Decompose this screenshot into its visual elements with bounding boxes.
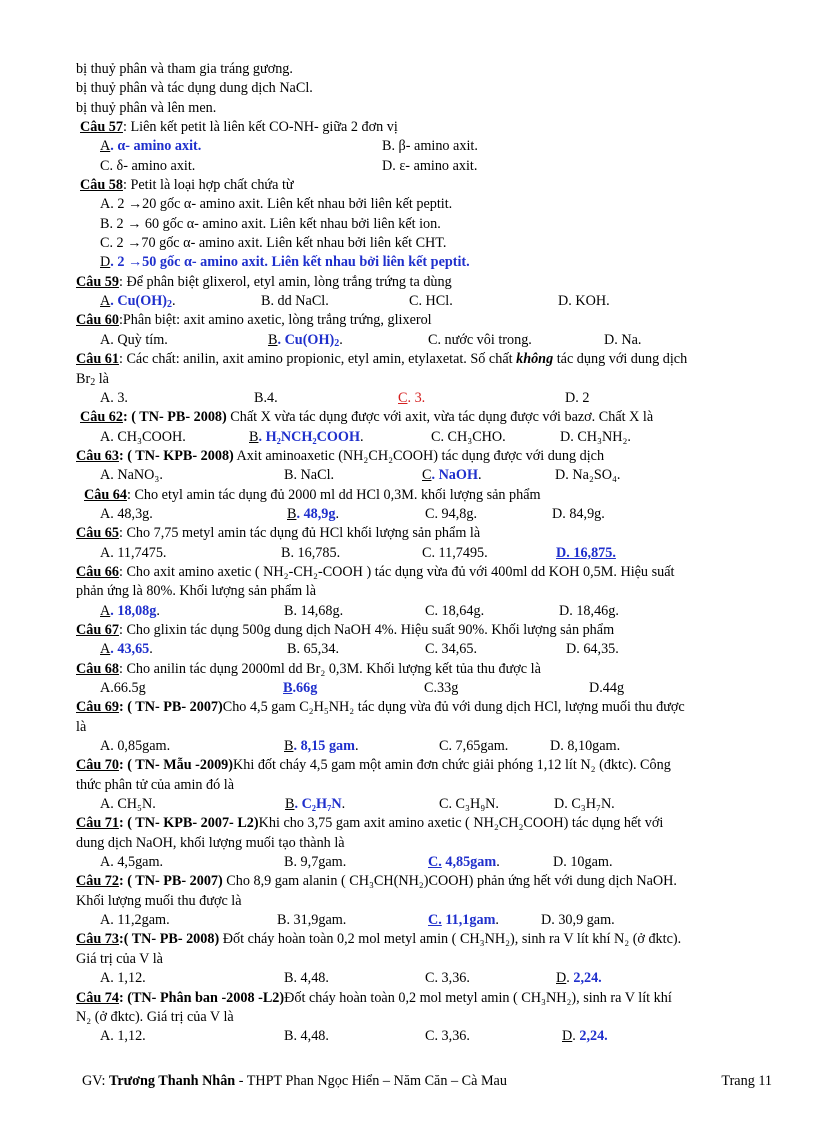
option-c: C. 7,65gam. bbox=[439, 738, 509, 755]
options-57-row2 bbox=[76, 157, 776, 176]
option-d: D. 10gam. bbox=[553, 854, 613, 871]
option-a: A. 2 →20 gốc α- amino axit. Liên kết nhau bởi liên kết peptit. bbox=[100, 196, 453, 213]
question-73: Câu 73:( TN- PB- 2008) Đốt cháy hoàn toàn 0,2 mol metyl amin ( CH₃NH₂), sinh ra V lít khí N₂ (ở đktc). bbox=[76, 931, 682, 948]
option-b: B. 31,9gam. bbox=[277, 912, 347, 929]
options-71 bbox=[76, 853, 776, 872]
option-d: D. 8,10gam. bbox=[550, 738, 621, 755]
option-d-correct: D. 16,875. bbox=[556, 544, 616, 561]
option-d: D. 84,9g. bbox=[552, 505, 605, 522]
question-61: Câu 61: Các chất: anilin, axit amino propionic, etyl amin, etylaxetat. Số chất không tác dụng với dung dịch bbox=[76, 351, 688, 368]
option-c: C. 2 →70 gốc α- amino axit. Liên kết nhau bởi liên kết CHT. bbox=[100, 235, 447, 252]
option-a-correct: A. 43,65. bbox=[100, 641, 153, 658]
option-d: D.44g bbox=[589, 680, 625, 696]
option-b: B. 2 → 60 gốc α- amino axit. Liên kết nhau bởi liên kết ion. bbox=[100, 215, 441, 232]
options-65 bbox=[76, 544, 776, 563]
question-72-line2: Khối lượng muối thu được là bbox=[76, 892, 242, 909]
page-number: Trang 11 bbox=[721, 1073, 772, 1089]
option-b: B. NaCl. bbox=[284, 467, 335, 484]
option-b: B. 9,7gam. bbox=[284, 854, 347, 871]
options-69 bbox=[76, 737, 776, 756]
question-58: Câu 58: Petit là loại hợp chất chứa từ bbox=[80, 177, 294, 194]
options-67 bbox=[76, 640, 776, 659]
option-b: B.4. bbox=[254, 389, 278, 406]
option-c-correct: C. 3. bbox=[398, 389, 426, 406]
options-72 bbox=[76, 911, 776, 930]
options-57-row1 bbox=[76, 137, 776, 156]
option-a: A. 1,12. bbox=[100, 1028, 146, 1045]
option-b: B. 14,68g. bbox=[284, 602, 344, 619]
option-a: A. 4,5gam. bbox=[100, 854, 164, 871]
options-60 bbox=[76, 331, 776, 350]
options-63 bbox=[76, 466, 776, 485]
options-59 bbox=[76, 292, 776, 311]
question-61-line2: $Br_2$ là bbox=[76, 370, 109, 388]
options-64 bbox=[76, 505, 776, 524]
option-c: C. 3,36. bbox=[425, 970, 470, 987]
option-a: A. NaNO₃. bbox=[100, 467, 163, 484]
option-d: D. C₃H₇N. bbox=[554, 796, 615, 813]
question-70-line2: thức phân tử của amin đó là bbox=[76, 776, 234, 793]
options-61 bbox=[76, 389, 776, 408]
option-c: C. C₃H₉N. bbox=[439, 796, 499, 813]
question-71: Câu 71: ( TN- KPB- 2007- L2)Khi cho 3,75 gam axit amino axetic ( NH₂CH₂COOH) tác dụng hết với bbox=[76, 815, 664, 832]
intro-line: bị thuỷ phân và tác dụng dung dịch NaCl. bbox=[76, 80, 313, 97]
option-b: B. 4,48. bbox=[284, 1028, 329, 1045]
question-70: Câu 70: ( TN- Mẫu -2009)Khi đốt cháy 4,5 gam một amin đơn chức giải phóng 1,12 lít N₂ (đktc). Công bbox=[76, 757, 671, 774]
options-68 bbox=[76, 679, 776, 698]
option-a: A. Quỳ tím. bbox=[100, 331, 168, 348]
option-d: D. CH₃NH₂. bbox=[560, 428, 631, 445]
option-d: D. 64,35. bbox=[566, 641, 619, 658]
option-d-correct: D. 2,24. bbox=[556, 970, 602, 987]
option-a-correct: A. 18,08g. bbox=[100, 602, 160, 619]
option-c-correct: C. 4,85gam. bbox=[428, 854, 500, 871]
question-67: Câu 67: Cho glixin tác dụng 500g dung dịch NaOH 4%. Hiệu suất 90%. Khối lượng sản phẩm bbox=[76, 621, 615, 638]
option-c: C. 18,64g. bbox=[425, 602, 485, 619]
option-b-correct: B. H₂NCH₂COOH. bbox=[249, 428, 364, 445]
option-a: A. CH₃COOH. bbox=[100, 428, 186, 445]
option-b: B. dd NaCl. bbox=[261, 293, 329, 310]
option-c: C.33g bbox=[424, 680, 459, 696]
option-b-correct: B. C₂H₇N. bbox=[285, 796, 346, 813]
option-d: D. 2 bbox=[565, 389, 590, 406]
option-b: B. 65,34. bbox=[287, 641, 340, 658]
option-c: C. 3,36. bbox=[425, 1028, 470, 1045]
option-b: B. 16,785. bbox=[281, 544, 341, 561]
question-66-line2: phản ứng là 80%. Khối lượng sản phẩm là bbox=[76, 583, 316, 600]
option-c: C. nước vôi trong. bbox=[428, 331, 532, 348]
question-69: Câu 69: ( TN- PB- 2007)Cho 4,5 gam C₂H₅NH₂ tác dụng vừa đủ với dung dịch HCl, lượng muối thu được bbox=[76, 699, 685, 716]
question-73-line2: Giá trị của V là bbox=[76, 950, 163, 967]
question-69-line2: là bbox=[76, 718, 87, 735]
option-a: A. 1,12. bbox=[100, 970, 146, 987]
option-d: D. 18,46g. bbox=[559, 602, 619, 619]
option-d-correct: D. 2 →50 gốc α- amino axit. Liên kết nhau bởi liên kết peptit. bbox=[100, 254, 470, 271]
option-b-correct: B. 48,9g. bbox=[287, 505, 340, 522]
page-footer: GV: Trương Thanh Nhân - THPT Phan Ngọc Hiển – Năm Căn – Cà Mau Trang 11 bbox=[82, 1073, 772, 1089]
option-a: A. CH₅N. bbox=[100, 796, 156, 813]
question-60: Câu 60:Phân biệt: axit amino axetic, lòng trắng trứng, glixerol bbox=[76, 312, 432, 329]
option-a-correct: A. α- amino axit. bbox=[100, 138, 202, 155]
question-57: Câu 57: Liên kết petit là liên kết CO-NH- giữa 2 đơn vị bbox=[80, 119, 398, 136]
option-d-correct: D. 2,24. bbox=[562, 1028, 608, 1045]
option-a-correct: A. $Cu(OH)_2$. bbox=[100, 293, 176, 311]
option-a: A. 11,2gam. bbox=[100, 912, 170, 929]
option-b-correct: B.66g bbox=[283, 680, 318, 696]
document-page bbox=[76, 60, 776, 1047]
option-d: D. Na₂SO₄. bbox=[555, 467, 621, 484]
option-c: C. CH₃CHO. bbox=[431, 428, 506, 445]
option-a: A. 11,7475. bbox=[100, 544, 167, 561]
question-63: Câu 63: ( TN- KPB- 2008) Axit aminoaxetic (NH₂CH₂COOH) tác dụng được với dung dịch bbox=[76, 447, 605, 464]
school-name: - THPT Phan Ngọc Hiển – Năm Căn – Cà Mau bbox=[235, 1073, 507, 1089]
question-71-line2: dung dịch NaOH, khối lượng muối tạo thành là bbox=[76, 834, 345, 851]
options-70 bbox=[76, 795, 776, 814]
question-59: Câu 59: Để phân biệt glixerol, etyl amin, lòng trắng trứng ta dùng bbox=[76, 273, 452, 290]
option-b-correct: B. $Cu(OH)_2$. bbox=[268, 331, 343, 349]
teacher-name: Trương Thanh Nhân bbox=[108, 1073, 236, 1089]
option-c-correct: C. 11,1gam. bbox=[428, 912, 499, 929]
question-68: Câu 68: Cho anilin tác dụng 2000ml dd Br₂ 0,3M. Khối lượng kết tủa thu được là bbox=[76, 660, 541, 677]
option-c: C. 94,8g. bbox=[425, 505, 478, 522]
option-b-correct: B. 8,15 gam. bbox=[284, 738, 359, 755]
option-d: D. KOH. bbox=[558, 293, 610, 310]
options-66 bbox=[76, 602, 776, 621]
question-62: Câu 62: ( TN- PB- 2008) Chất X vừa tác dụng được với axit, vừa tác dụng được với bazơ. Chất X là bbox=[80, 409, 654, 426]
question-65: Câu 65: Cho 7,75 metyl amin tác dụng đủ HCl khối lượng sản phẩm là bbox=[76, 525, 481, 542]
option-b: B. β- amino axit. bbox=[382, 138, 478, 155]
option-c: C. 34,65. bbox=[425, 641, 478, 658]
option-d: D. 30,9 gam. bbox=[541, 912, 615, 929]
options-74 bbox=[76, 1027, 776, 1046]
intro-line: bị thuỷ phân và lên men. bbox=[76, 99, 217, 116]
question-74: Câu 74: (TN- Phân ban -2008 -L2)Đốt cháy hoàn toàn 0,2 mol metyl amin ( CH₃NH₂), sinh ra V lít khí bbox=[76, 989, 672, 1006]
option-a: A. 0,85gam. bbox=[100, 738, 171, 755]
option-c: C. 11,7495. bbox=[422, 544, 488, 561]
option-c-correct: C. NaOH. bbox=[422, 467, 482, 484]
option-c: C. δ- amino axit. bbox=[100, 157, 196, 174]
question-72: Câu 72: ( TN- PB- 2007) Cho 8,9 gam alanin ( CH₃CH(NH₂)COOH) phản ứng hết với dung dịch NaOH. bbox=[76, 873, 677, 890]
option-a: A.66.5g bbox=[100, 680, 146, 696]
question-74-line2: N₂ (ở đktc). Giá trị của V là bbox=[76, 1008, 234, 1025]
option-a: A. 3. bbox=[100, 389, 128, 406]
options-73 bbox=[76, 969, 776, 988]
option-a: A. 48,3g. bbox=[100, 505, 153, 522]
option-b: B. 4,48. bbox=[284, 970, 329, 987]
question-64: Câu 64: Cho etyl amin tác dụng đủ 2000 ml dd HCl 0,3M. khối lượng sản phẩm bbox=[84, 486, 541, 503]
option-c: C. HCl. bbox=[409, 293, 453, 310]
question-66: Câu 66: Cho axit amino axetic ( NH₂-CH₂-COOH ) tác dụng vừa đủ với 400ml dd KOH 0,5M. Hiệu suất bbox=[76, 563, 675, 580]
intro-line: bị thuỷ phân và tham gia tráng gương. bbox=[76, 61, 293, 77]
options-62 bbox=[76, 428, 776, 447]
option-d: D. ε- amino axit. bbox=[382, 157, 478, 174]
option-d: D. Na. bbox=[604, 331, 642, 348]
